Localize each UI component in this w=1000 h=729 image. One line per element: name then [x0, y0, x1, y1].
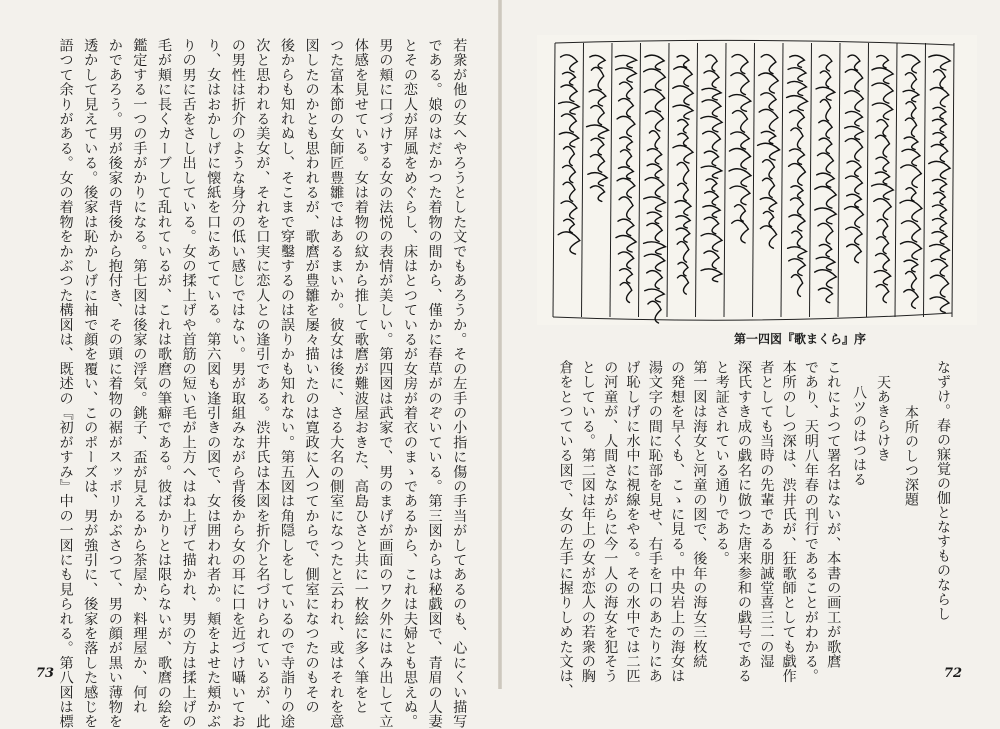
right-page-number: 72 [944, 666, 963, 681]
left-text-column: 次と思われる美女が、それを口実に恋人との逢引である。渋井氏は本図を折介と名づけられているが、此 [254, 38, 271, 729]
right-text-column: 湯文字の間に恥部を見せ、右手を口のあたりにあ [646, 360, 663, 684]
poem-line: なずけ。春の寐覚の伽となすものならし [935, 360, 951, 621]
preface-figure [537, 35, 977, 325]
right-text-column: 第一図は海女と河童の図で、後年の海女三枚続 [691, 360, 708, 669]
left-text-column: である。娘のはだかつた着物の間から、僅かに春草がのぞいている。第三図からは秘戯図で、青眉の人妻 [426, 38, 443, 729]
right-text-column: げ恥しげに水中に視線をやる。その水中では二匹 [624, 360, 641, 684]
left-text-column: 毛が頬に長くカーブして乱れているが、これは歌麿の筆癖である。彼ばかりとは限らないが、歌麿の絵を [156, 38, 172, 729]
poem-line: 八ツのはつはる [851, 385, 867, 487]
right-text-column: 本所のしつ深は、渋井氏が、狂歌師としても戯作 [780, 360, 797, 684]
right-text-column: 者としても当時の先輩である朋誠堂喜三二の湿 [758, 360, 775, 669]
left-text-column: 透かして見えている。後家は恥かしげに袖で顔を覆い、このポーズは、男が強引に、後家を落した感じを [82, 38, 99, 729]
left-text-column: かであろう。男が後家の背後から抱付き、その頭に着物の裾がスッポリかぶさつて、男の顔が黒い薄物を [106, 38, 123, 729]
left-text-column: 図したのかとも思われるが、歌麿が豊雛を屡々描いたのは寛政に入つてからで、側室になつたのもその [303, 38, 320, 715]
left-text-column: 体感を見せている。女は着物の紋から推して歌麿が難波屋おきた、高島ひさと共に一枚絵に多く筆をと [352, 38, 369, 715]
left-text-column: りの男に舌をさし出している。女の揉上げや首筋の短い毛が上方へはね上げて描かれ、男の方は揉上げの [180, 38, 197, 729]
right-text-column: であり、天明八年春の刊行であることがわかる。 [802, 360, 819, 684]
left-text-column: つた富本節の女師匠豊雛ではあるまいか。彼女は後に、さる大名の側室になつたと云われ、或はそれを意 [328, 38, 345, 729]
left-text-column: 男の頬に口づけする女の法悦の表情が美しい。第四図は武家で、男のまげが画面のワク外にはみ出して立 [377, 38, 394, 729]
left-text-column: 語つて余りがある。女の着物をかぶつた構図は、既述の『初がすみ』中の一図にも見られる。第八図は標 [57, 38, 74, 729]
right-text-column: これによつて署名はないが、本書の画工が歌麿 [825, 360, 842, 669]
right-text-column: と考証されている通りである。 [713, 360, 730, 566]
left-text-column: とその恋人が屏風をめぐらし、床はとつているが女房が着衣のまゝであるから、これは夫婦とも思えぬ。 [402, 38, 418, 729]
left-text-column: の男性は折介のような身分の低い感じではない。男が取組みながら背後から女の耳に口を近づけ囁いてお [229, 38, 246, 729]
right-text-column: 深氏すき成の戯名に倣つた唐来参和の戯号である [736, 360, 752, 684]
right-text-column: としている。第二図は年上の女が恋人の若衆の胸 [579, 360, 596, 684]
left-text-column: り、女はおかしげに懐紙を口にあてている。第六図も逢引きの図で、女は囲われ者か。頬をよせた頬かぶ [205, 38, 222, 729]
handwritten-preface-image [537, 35, 977, 325]
right-text-column: 倉をとつている図で、女の左手に握りしめた文は、 [557, 360, 574, 699]
figure-caption: 第一四図『歌まくら』序 [733, 332, 866, 346]
left-text-column: 鑑定する一つの手がかりになる。第七図は後家の浮気。銚子、盃が見えるから茶屋か、料理屋か、何れ [131, 38, 148, 715]
poem-line: 天あきらけき [875, 375, 891, 462]
left-page-number: 73 [36, 666, 55, 681]
book-gutter [498, 0, 502, 689]
left-text-column: 若衆が他の女へやろうとした文でもあろうか。その左手の小指に傷の手当がしてあるのも、心にくい描写 [451, 38, 468, 729]
right-text-column: の河童が、人間さながらに今一人の海女を犯そう [602, 360, 619, 684]
right-text-column: の発想を早くも、こゝに見る。中央岩上の海女は [669, 360, 686, 684]
left-text-column: 後からも知れぬし、そこまで穿鑿するのは誤りかも知れない。第五図は角隠しをしているので寺詣りの途 [279, 38, 295, 729]
poem-signature: 本所のしつ深題 [903, 405, 919, 507]
